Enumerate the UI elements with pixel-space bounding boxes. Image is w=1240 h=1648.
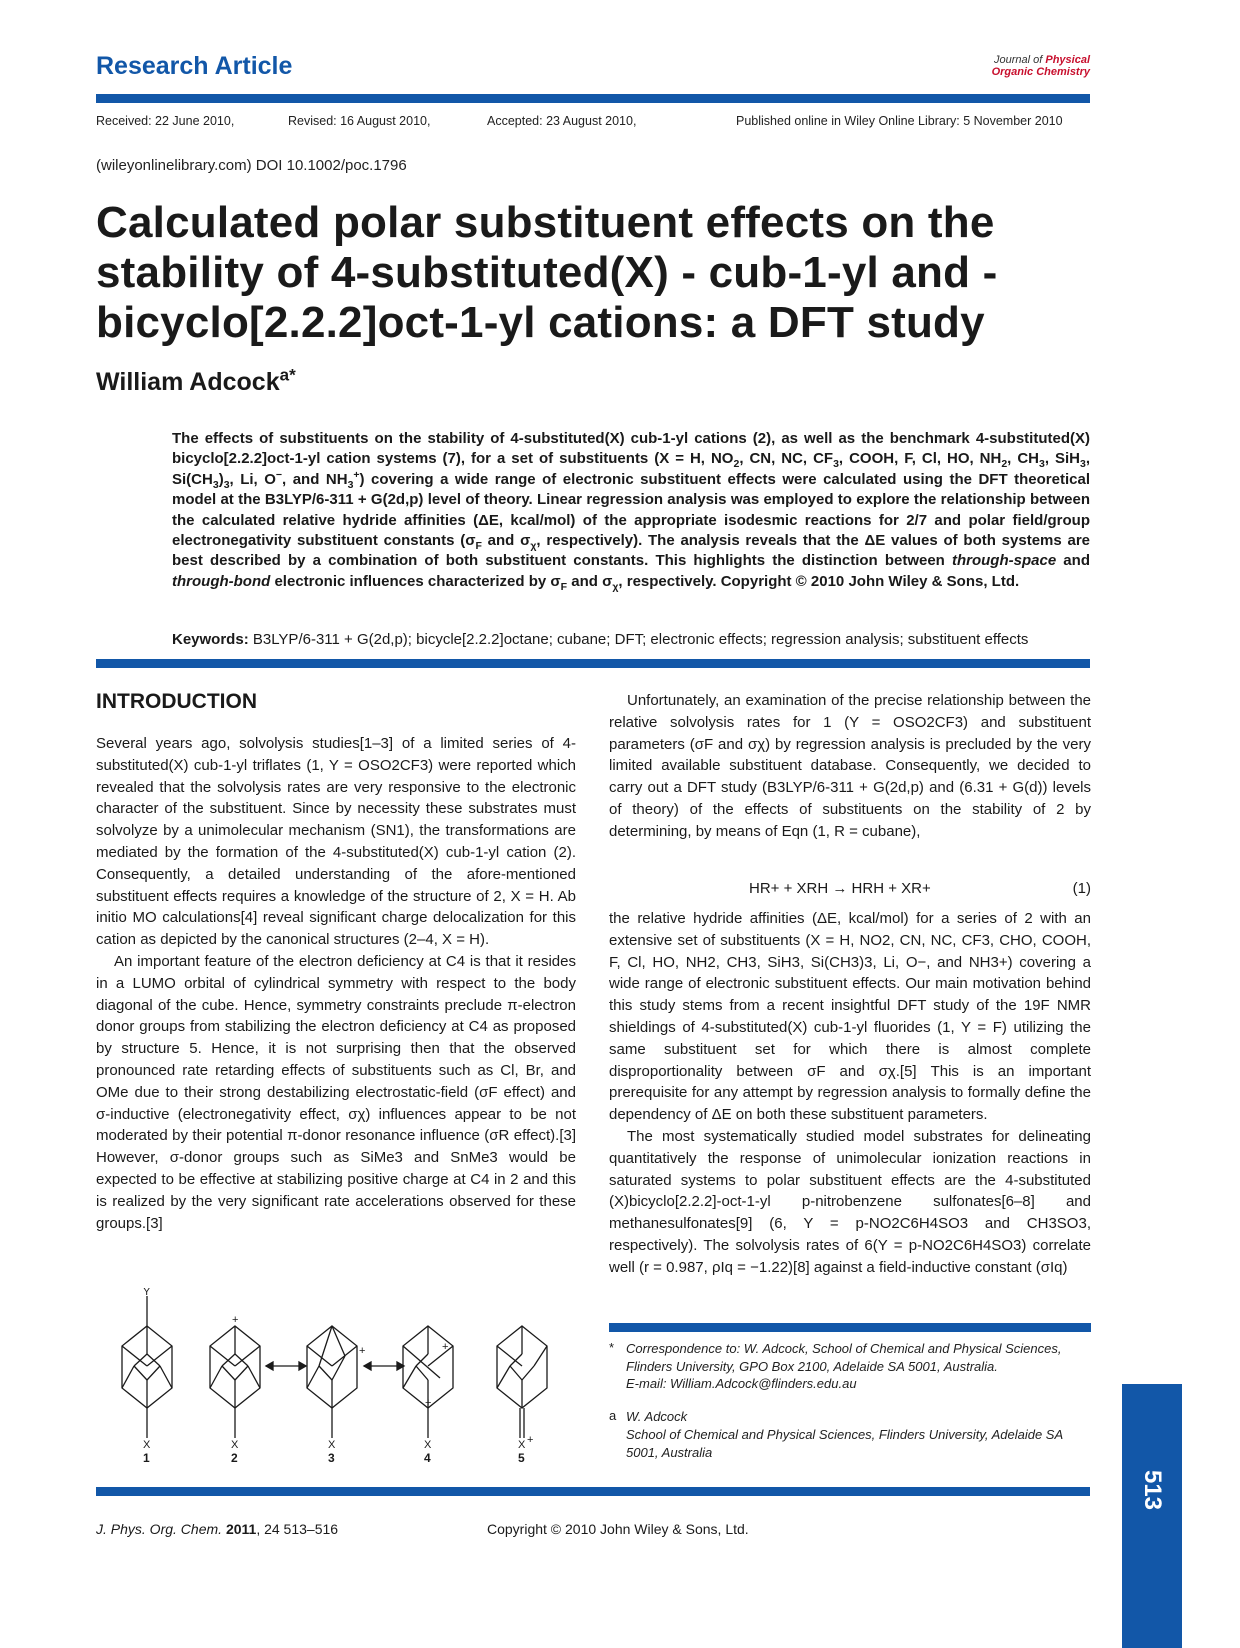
abstract-text: , COOH, F, Cl, HO, NH (838, 450, 1002, 468)
x-label: X (328, 1439, 336, 1451)
abstract-sup: − (275, 468, 283, 481)
abstract-sub: 3 (223, 478, 230, 491)
abstract-text: , SiH (1044, 450, 1080, 468)
structure-5 (497, 1326, 547, 1438)
footer-copyright: Copyright © 2010 John Wiley & Sons, Ltd. (487, 1521, 749, 1537)
arrowhead (266, 1362, 273, 1370)
author-marks: a* (279, 365, 296, 385)
arrowhead (364, 1362, 371, 1370)
header-rule (96, 94, 1090, 103)
footer-rule (96, 1487, 1090, 1496)
x-label: X (518, 1439, 526, 1451)
paragraph: An important feature of the electron deficiency at C4 is that it resides in a LUMO orbital of cylindrical symmetry with respect to the body diagonal of the cube. Hence, symmetry constraints preclude π-electron donor groups from stabilizing the electron deficiency at C4 as proposed by structure 5. Hence, it is not surprising then that the observed pronounced rate retarding effects of substituents such as Cl, Br, and OMe due to their strong destabilizing electrostatic-field (σF effect) and σ-inductive (electronegativity effect, σχ) influences appear to be not moderated by their potential π-donor resonance influence (σR effect).[3] However, σ-donor groups such as SiMe3 and SnMe3 would be expected to be effective at stabilizing positive charge at C4 in 2 and this is realized by the very significant rate accelerations observed for these groups.[3] (96, 952, 576, 1232)
abstract-sup: + (353, 468, 360, 481)
abstract-text: electronic influences characterized by σ (270, 572, 561, 590)
citation-year: 2011 (225, 1521, 257, 1537)
structure-number: 3 (328, 1451, 335, 1465)
journal-logo-of: Journal of (993, 54, 1043, 66)
abstract-sub: 2 (1001, 458, 1008, 471)
abstract-sub: χ (612, 580, 619, 593)
journal-logo-line1: Physical (1045, 54, 1090, 66)
equation-text: HR+ + XRH → HRH + XR+ (749, 880, 931, 897)
correspondence-email[interactable]: E-mail: William.Adcock@flinders.edu.au (626, 1376, 857, 1392)
abstract-text: and σ (567, 572, 613, 590)
abstract-text: The effects of substituents on the stability of 4-substituted(X) cub-1-yl cations (2), as well as the benchmark 4-substituted(X) bicyclo[2.2.2]oct-1-yl cation systems (7), for a set of substituents (X = H, NO (172, 430, 1090, 468)
published-date: Published online in Wiley Online Library: 5 November 2010 (736, 114, 1063, 128)
journal-abbrev: J. Phys. Org. Chem. (96, 1521, 223, 1537)
affiliation-name: W. Adcock (626, 1409, 688, 1424)
structure-2 (210, 1326, 260, 1438)
abstract-sub: 3 (212, 478, 219, 491)
page-number: 513 (1139, 1469, 1166, 1511)
abstract (172, 429, 1090, 592)
x-label: X (231, 1439, 239, 1451)
affiliation-text: School of Chemical and Physical Sciences, Flinders University, Adelaide SA 5001, Australia (626, 1427, 1063, 1460)
correspondence-mark: * (609, 1340, 615, 1355)
intro-heading: INTRODUCTION (96, 690, 257, 713)
abstract-sub: 3 (347, 478, 354, 491)
abstract-text: , CH (1007, 450, 1039, 468)
plus-label: + (442, 1341, 449, 1353)
abstract-text: ) covering a wide range of electronic substituent effects were calculated using the DFT theoretical model at the B3LYP/6-311 + G(2d,p) level of theory. Linear regression analysis was employed to explore the relationship between the calculated relative hydride affinities (ΔE, kcal/mol) of the appropriate isodesmic reactions for 2/7 and polar field/group electronegativity substituent constants (σ (172, 470, 1090, 550)
author-line (96, 365, 296, 397)
cubane-structures-figure (110, 1288, 570, 1468)
x-label: X (143, 1439, 151, 1451)
plus-label: + (359, 1345, 366, 1357)
citation (96, 1521, 338, 1537)
paragraph: The most systematically studied model substrates for delineating quantitatively the response of unimolecular ionization reactions in saturated systems to polar substituent effects are the 4-substituted (X)bicyclo[2.2.2]-oct-1-yl p-nitrobenzene sulfonates[6–8] and methanesulfonates[9] (6, Y = p-NO2C6H4SO3 and CH3SO3, respectively). The solvolysis rates of 6(Y = p-NO2C6H4SO3) correlate well (r = 0.987, ρIq = −1.22)[8] against a field-inductive constant (σIq) (609, 1127, 1091, 1276)
abstract-text: , and NH (282, 470, 348, 488)
abstract-sub: 3 (1079, 458, 1086, 471)
section-label: Research Article (96, 52, 293, 80)
footnote-rule (609, 1323, 1091, 1332)
abstract-sub: F (475, 540, 482, 553)
structure-number: 1 (143, 1451, 150, 1465)
equation-number: (1) (1072, 880, 1091, 897)
author-name[interactable]: William Adcock (96, 368, 280, 396)
abstract-sub: χ (530, 540, 537, 553)
arrowhead (299, 1362, 306, 1370)
abstract-italic: through-bond (172, 572, 271, 590)
right-column-top (609, 690, 1091, 843)
journal-logo-line2: Organic Chemistry (991, 66, 1090, 78)
plus-label: + (232, 1314, 239, 1326)
left-column (96, 733, 576, 1234)
structure-number: 5 (518, 1451, 525, 1465)
structure-number: 4 (424, 1451, 431, 1465)
abstract-text: , respectively. Copyright © 2010 John Wiley & Sons, Ltd. (618, 572, 1020, 590)
structure-1 (122, 1296, 172, 1438)
keywords-text: B3LYP/6-311 + G(2d,p); bicycle[2.2.2]octane; cubane; DFT; electronic effects; regression analysis; substituent effects (248, 631, 1029, 648)
received-date: Received: 22 June 2010, (96, 114, 235, 128)
abstract-italic: through-space (951, 552, 1057, 570)
paragraph: Several years ago, solvolysis studies[1–3] of a limited series of 4-substituted(X) cub-1-yl triflates (1, Y = OSO2CF3) were reported which revealed that the solvolysis rates are very responsive to the electronic character of the substituent. Since by necessity these substrates must solvolyze by a unimolecular mechanism (SN1), the transformations are mediated by the formation of the 4-substituted(X) cub-1-yl cation (2). Consequently, a detailed understanding of the afore-mentioned substituent effects requires a knowledge of the structure of 2, X = H. Ab initio MO calculations[4] reveal significant charge delocalization for this cation as depicted by the canonical structures (2–4, X = H). (96, 735, 576, 949)
correspondence-text: Correspondence to: W. Adcock, School of Chemical and Physical Sciences, Flinders University, GPO Box 2100, Adelaide SA 5001, Australia. (626, 1341, 1062, 1374)
paragraph: the relative hydride affinities (ΔE, kcal/mol) for a series of 2 with an extensive set of substituents (X = H, NO2, CN, NC, CF3, CHO, COOH, F, Cl, HO, NH2, CH3, SiH3, Si(CH3)3, Li, O−, and NH3+) covering a wide range of electronic substituent effects. Our main motivation behind this study stems from a recent insightful DFT study of the 19F NMR shieldings of 4-substituted(X) cub-1-yl fluorides (1, Y = F) utilizing the same substituent set for which there is almost complete disproportionality between σF and σχ.[5] This is an important prerequisite for any attempt by regression analysis to formally define the dependency of ΔE on both these substituent parameters. (609, 910, 1091, 1124)
plus-label: + (527, 1434, 534, 1446)
citation-volume-pages: , 24 513–516 (256, 1521, 339, 1537)
correspondence-footnote (626, 1340, 1086, 1393)
paragraph: Unfortunately, an examination of the precise relationship between the relative solvolysis rates for 1 (Y = OSO2CF3) and substituent parameters (σF and σχ) by regression analysis is precluded by the very limited available substituent database. Consequently, we decided to carry out a DFT study (B3LYP/6-311 + G(2d,p) and (6.31 + G(d)) levels of theory) of the effects of substituents on the stability of 2 by determining, by means of Eqn (1, R = cubane), (609, 692, 1091, 840)
abstract-sub: F (560, 580, 568, 593)
y-label: Y (143, 1288, 151, 1298)
keywords (172, 631, 1090, 648)
abstract-text: ) (218, 470, 224, 488)
abstract-sub: 2 (733, 458, 740, 471)
affiliation-mark: a (609, 1408, 617, 1423)
journal-logo (992, 54, 1090, 78)
abstract-rule (96, 659, 1090, 668)
structure-3 (307, 1326, 357, 1438)
right-column-bottom (609, 908, 1091, 1279)
abstract-text: and (1056, 552, 1090, 570)
abstract-sub: 3 (1038, 458, 1045, 471)
structure-number: 2 (231, 1451, 238, 1465)
plus-label: + (425, 1397, 432, 1409)
x-label: X (424, 1439, 432, 1451)
article-title: Calculated polar substituent effects on the stability of 4-substituted(X) - cub-1-yl and -bicyclo[2.2.2]oct-1-yl cations: a DFT study (96, 198, 998, 347)
doi-line[interactable]: (wileyonlinelibrary.com) DOI 10.1002/poc.1796 (96, 157, 407, 174)
abstract-text: , Si(CH (172, 450, 1090, 488)
abstract-text: , respectively). The analysis reveals that the ΔE values of both systems are best described by a combination of both substituent constants. This highlights the distinction between (172, 532, 1091, 570)
accepted-date: Accepted: 23 August 2010, (487, 114, 637, 128)
abstract-sub: 3 (833, 458, 839, 471)
keywords-label: Keywords: (172, 631, 249, 648)
abstract-text: and σ (481, 532, 531, 550)
abstract-text: , Li, O (229, 470, 276, 488)
abstract-text: , CN, NC, CF (739, 450, 834, 468)
revised-date: Revised: 16 August 2010, (288, 114, 431, 128)
